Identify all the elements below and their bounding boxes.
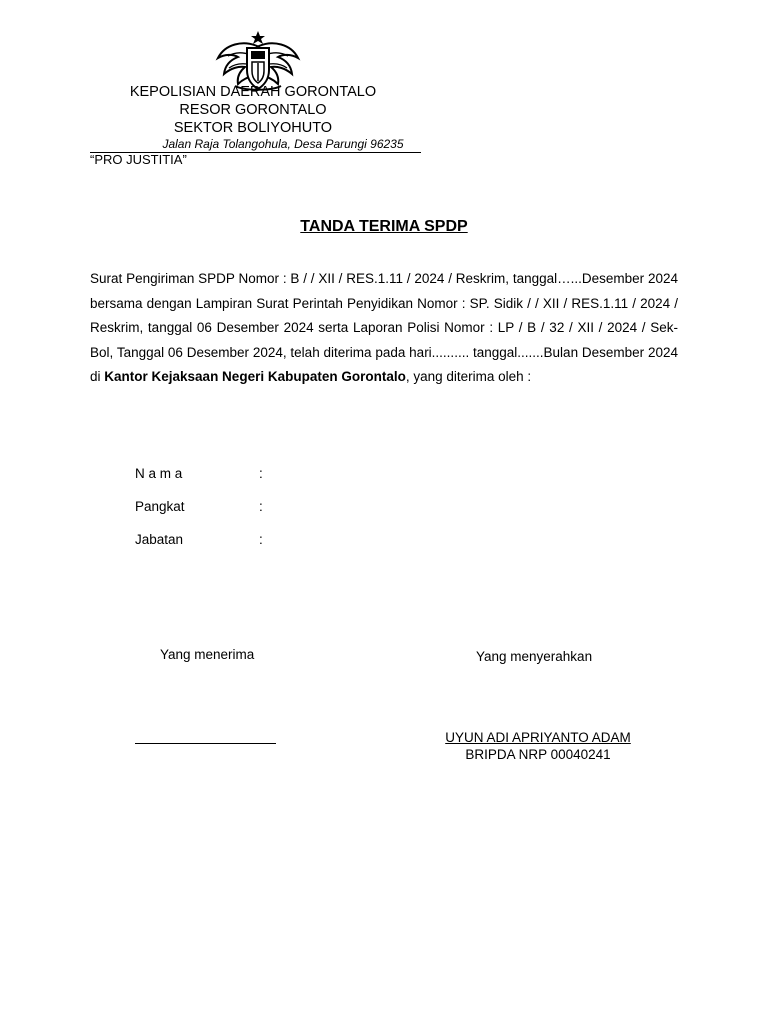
sender-rank: BRIPDA NRP 00040241: [465, 747, 611, 762]
header-line-2: RESOR GORONTALO: [179, 102, 327, 118]
field-label-nama: N a m a: [135, 466, 183, 481]
body-text-before: Surat Pengiriman SPDP Nomor : B / / XII / RES.1.11 / 2024 / Reskrim, tanggal…...Desember 2024 bersama dengan Lampiran Surat Perintah Penyidikan Nomor : SP. Sidik / / XII / RES.1.11 / 2024 / Reskrim, tanggal 06 Desember 2024 serta Laporan Polisi Nomor : LP / B / 32 / XII / 2024 / Sek-Bol, Tanggal 06 Desember 2024, telah diterima pada hari.......... tanggal.......Bulan Desember 2024 di: [90, 271, 678, 384]
sender-name: UYUN ADI APRIYANTO ADAM: [445, 730, 631, 745]
body-paragraph: [90, 267, 678, 390]
pro-justitia: “PRO JUSTITIA”: [90, 152, 187, 167]
field-colon-jabatan: :: [259, 532, 263, 547]
field-label-jabatan: Jabatan: [135, 532, 184, 547]
field-label-pangkat: Pangkat: [135, 499, 185, 514]
receiver-label: Yang menerima: [160, 647, 255, 662]
office-name: Kantor Kejaksaan Negeri Kabupaten Gorontalo: [104, 369, 406, 384]
field-colon-pangkat: :: [259, 499, 263, 514]
body-text-after: , yang diterima oleh :: [405, 369, 532, 384]
receiver-signature-line: [135, 743, 276, 744]
field-colon-nama: :: [259, 466, 263, 481]
header-line-1: KEPOLISIAN DAERAH GORONTALO: [129, 84, 377, 100]
header-line-3: SEKTOR BOLIYOHUTO: [173, 120, 333, 136]
document-title-text: TANDA TERIMA SPDP: [300, 218, 468, 235]
document-title: [0, 218, 768, 236]
header-address: Jalan Raja Tolangohula, Desa Parungi 96235: [162, 137, 404, 151]
sender-label: Yang menyerahkan: [476, 649, 593, 664]
